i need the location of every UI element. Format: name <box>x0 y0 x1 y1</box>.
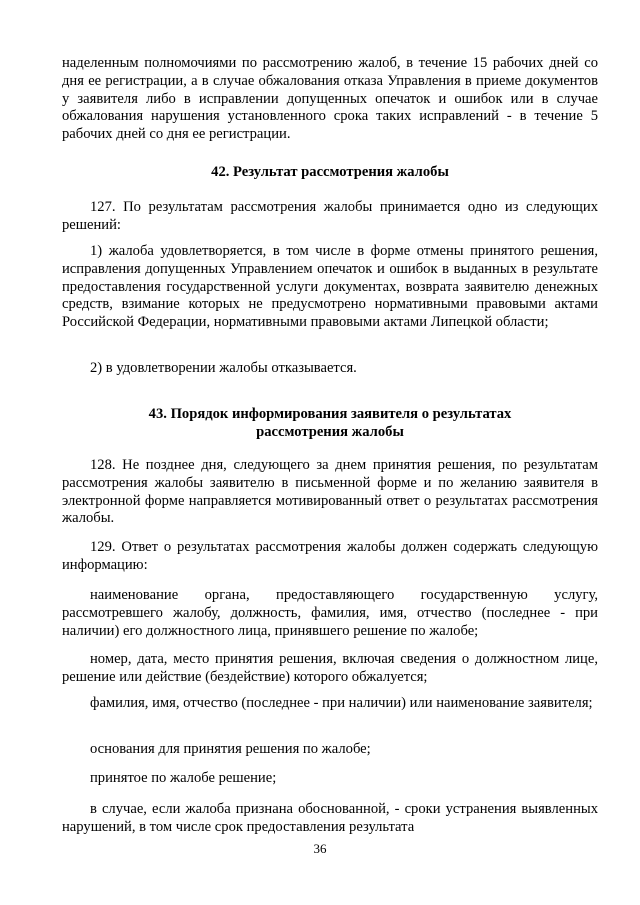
page-number: 36 <box>313 841 327 856</box>
paragraph-127-item-2: 2) в удовлетворении жалобы отказывается. <box>90 360 357 376</box>
paragraph-intro: наделенным полномочиями по рассмотрению жалоб, в течение 15 рабочих дней со дня ее регистрации, а в случае обжалования отказа Управления в приеме документов у заявителя либо в исправлении допущенных опечаток и ошибок или в случае обжалования нарушения установленного срока таких исправлений - в течение 5 рабочих дней со дня ее регистрации. <box>62 55 598 143</box>
section-heading-43-line-1: 43. Порядок информирования заявителя о результатах <box>148 406 512 422</box>
paragraph-128: 128. Не позднее дня, следующего за днем принятия решения, по результатам рассмотрения жалобы заявителю в письменной форме и по желанию заявителя в электронной форме направляется мотивированный ответ о результатах рассмотрения жалобы. <box>62 457 598 527</box>
paragraph-129: 129. Ответ о результатах рассмотрения жалобы должен содержать следующую информацию: <box>62 539 598 573</box>
paragraph-129-item-a: наименование органа, предоставляющего государственную услугу, рассмотревшего жалобу, должность, фамилия, имя, отчество (последнее - при наличии) его должностного лица, принявшего решение по жалобе; <box>62 587 598 639</box>
paragraph-127: 127. По результатам рассмотрения жалобы принимается одно из следующих решений: <box>62 199 598 233</box>
section-heading-43 <box>62 406 598 442</box>
paragraph-127-item-1: 1) жалоба удовлетворяется, в том числе в форме отмены принятого решения, исправления допущенных Управлением опечаток и ошибок в выданных в результате предоставления государственной услуги документах, возврата заявителю денежных средств, взимание которых не предусмотрено нормативными правовыми актами Российской Федерации, нормативными правовыми актами Липецкой области; <box>62 243 598 331</box>
paragraph-129-item-b: номер, дата, место принятия решения, включая сведения о должностном лице, решение или действие (бездействие) которого обжалуется; <box>62 651 598 685</box>
paragraph-129-item-e: принятое по жалобе решение; <box>90 770 277 786</box>
paragraph-129-item-d: основания для принятия решения по жалобе; <box>90 741 371 757</box>
paragraph-129-item-c: фамилия, имя, отчество (последнее - при наличии) или наименование заявителя; <box>90 695 593 711</box>
paragraph-129-item-f: в случае, если жалоба признана обоснованной, - сроки устранения выявленных нарушений, в том числе срок предоставления результата <box>62 801 598 835</box>
section-heading-43-line-2: рассмотрения жалобы <box>256 423 404 440</box>
section-heading-42: 42. Результат рассмотрения жалобы <box>211 164 449 180</box>
